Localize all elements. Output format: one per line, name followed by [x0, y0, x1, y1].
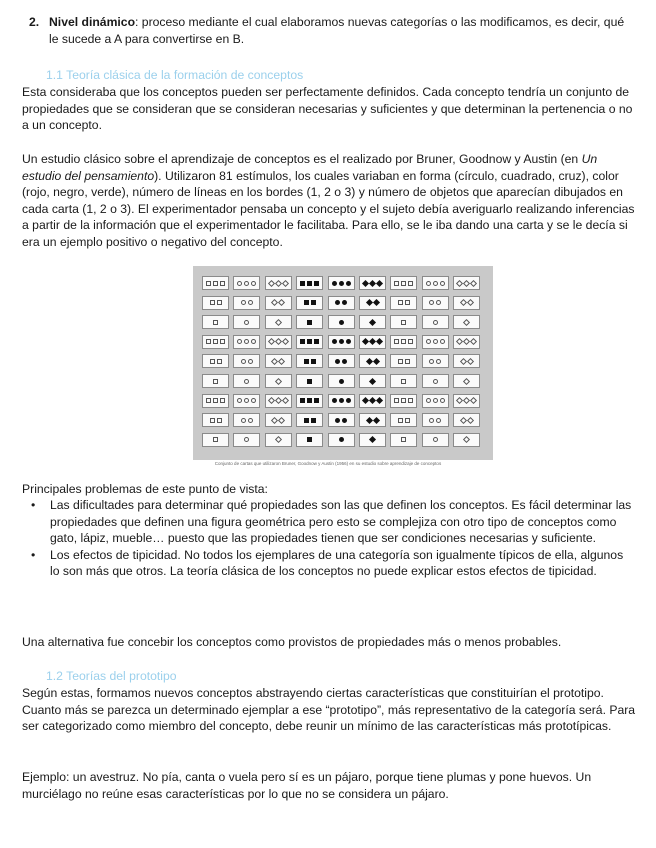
stimulus-shape: [401, 398, 406, 403]
stimulus-card: [422, 394, 449, 408]
stimulus-card: [328, 296, 355, 310]
stimulus-card: [390, 394, 417, 408]
stimulus-shape: [346, 281, 351, 286]
item-text: : proceso mediante el cual elaboramos nuevas categorías o las modificamos, es decir, qué le sucede a A para convertirse en B.: [49, 15, 625, 46]
stimulus-shape: [440, 281, 445, 286]
stimulus-shape: [335, 418, 340, 423]
stimulus-card: [233, 394, 260, 408]
stimulus-shape: [470, 279, 477, 286]
item-term: Nivel dinámico: [49, 15, 136, 29]
stimulus-card: [328, 413, 355, 427]
stimulus-card: [296, 413, 323, 427]
stimulus-shape: [275, 397, 282, 404]
stimulus-shape: [278, 417, 285, 424]
stimulus-shape: [244, 281, 249, 286]
stimulus-shape: [460, 358, 467, 365]
stimulus-card: [202, 374, 229, 388]
stimulus-card: [390, 354, 417, 368]
stimulus-card: [265, 413, 292, 427]
stimulus-card: [296, 374, 323, 388]
stimulus-card: [233, 296, 260, 310]
stimulus-shape: [372, 417, 379, 424]
stimulus-shape: [314, 398, 319, 403]
stimulus-shape: [426, 339, 431, 344]
stimulus-shape: [342, 359, 347, 364]
stimulus-card: [202, 315, 229, 329]
list-item-nivel-dinamico: [29, 14, 629, 47]
stimulus-card: [233, 433, 260, 447]
stimulus-shape: [335, 300, 340, 305]
stimulus-shape: [433, 320, 438, 325]
stimulus-shape: [282, 338, 289, 345]
stimulus-card: [265, 354, 292, 368]
stimulus-shape: [213, 320, 218, 325]
figure-caption: Conjunto de cartas que utilizaron Bruner, Goodnow y Austin (1956) en su estudio sobre aprendizaje de conceptos: [214, 461, 442, 466]
stimulus-shape: [463, 377, 470, 384]
stimulus-shape: [332, 281, 337, 286]
stimulus-shape: [467, 358, 474, 365]
stimulus-shape: [307, 339, 312, 344]
stimulus-shape: [362, 397, 369, 404]
stimulus-card: [233, 276, 260, 290]
stimulus-card: [202, 394, 229, 408]
stimulus-card: [359, 413, 386, 427]
stimulus-shape: [213, 281, 218, 286]
figure-cartas-bruner: [193, 266, 493, 460]
stimulus-card: [328, 335, 355, 349]
stimulus-shape: [433, 339, 438, 344]
stimulus-shape: [456, 338, 463, 345]
stimulus-card: [422, 413, 449, 427]
stimulus-card: [453, 374, 480, 388]
stimulus-shape: [470, 338, 477, 345]
stimulus-shape: [369, 377, 376, 384]
stimulus-shape: [278, 299, 285, 306]
stimulus-shape: [405, 418, 410, 423]
stimulus-shape: [365, 358, 372, 365]
stimulus-shape: [217, 300, 222, 305]
problems-list: [22, 497, 634, 580]
stimulus-card: [422, 315, 449, 329]
stimulus-shape: [237, 281, 242, 286]
problems-intro: Principales problemas de este punto de vista:: [22, 482, 268, 496]
stimulus-card: [328, 394, 355, 408]
stimulus-shape: [369, 319, 376, 326]
stimulus-card: [202, 335, 229, 349]
stimulus-shape: [251, 398, 256, 403]
stimulus-card: [202, 433, 229, 447]
stimulus-shape: [210, 300, 215, 305]
stimulus-card: [233, 413, 260, 427]
stimulus-shape: [244, 320, 249, 325]
stimulus-shape: [300, 339, 305, 344]
paragraph-alternativa: Una alternativa fue concebir los conceptos como provistos de propiedades más o menos probables.: [22, 635, 562, 649]
stimulus-shape: [241, 359, 246, 364]
stimulus-shape: [241, 300, 246, 305]
stimulus-card: [453, 296, 480, 310]
stimulus-card: [453, 433, 480, 447]
stimulus-card: [359, 296, 386, 310]
stimulus-shape: [339, 281, 344, 286]
stimulus-card: [202, 296, 229, 310]
stimulus-shape: [394, 281, 399, 286]
stimulus-card: [422, 433, 449, 447]
stimulus-card: [422, 335, 449, 349]
stimulus-card: [453, 394, 480, 408]
stimulus-shape: [433, 437, 438, 442]
stimulus-shape: [210, 359, 215, 364]
list-item: • Los efectos de tipicidad. No todos los ejemplares de una categoría son igualmente típicos de ella, algunos lo son más que otros. La teoría clásica de los conceptos no puede explicar estos efectos de tipicidad.: [22, 547, 634, 580]
stimulus-shape: [332, 339, 337, 344]
list-item: • Las dificultades para determinar qué propiedades son las que definen los conceptos. Es fácil determinar las propiedades que definen una figura geométrica pero esto se complejiza con otro tipo de conceptos como gato, lápiz, mueble… puesto que las propiedades tienen que ser condiciones necesarias y suficiente.: [22, 497, 634, 547]
paragraph-estudio-part2: ). Utilizaron 81 estímulos, los cuales variaban en forma (círculo, cuadrado, cruz), color (rojo, negro, verde), número de líneas en los bordes (1, 2 o 3) y número de objetos que aparecían dibujados en cada carta (1, 2 o 3). El experimentador pensaba un concepto y el sujeto debía averiguarlo realizando inferencias a partir de la información que el experimentador le facilitaba. Para ello, se le iba dando una carta y se le decía si era un ejemplo positivo o negativo del concepto.: [22, 168, 635, 249]
stimulus-card: [422, 296, 449, 310]
stimulus-shape: [311, 300, 316, 305]
stimulus-shape: [433, 379, 438, 384]
stimulus-shape: [339, 437, 344, 442]
stimulus-shape: [307, 379, 312, 384]
stimulus-shape: [304, 300, 309, 305]
stimulus-shape: [401, 339, 406, 344]
stimulus-shape: [268, 338, 275, 345]
stimulus-shape: [408, 398, 413, 403]
stimulus-shape: [275, 338, 282, 345]
stimulus-shape: [206, 398, 211, 403]
stimulus-shape: [408, 281, 413, 286]
stimulus-card: [359, 433, 386, 447]
paragraph-ejemplo: Ejemplo: un avestruz. No pía, canta o vuela pero sí es un pájaro, porque tiene plumas y pone huevos. Un murciélago no reúne esas características por lo que no se considera un pájaro.: [22, 770, 592, 801]
stimulus-shape: [440, 339, 445, 344]
stimulus-shape: [405, 359, 410, 364]
stimulus-shape: [401, 320, 406, 325]
stimulus-shape: [248, 418, 253, 423]
stimulus-card: [296, 394, 323, 408]
stimulus-card: [328, 374, 355, 388]
stimulus-card: [296, 315, 323, 329]
stimulus-shape: [213, 437, 218, 442]
stimulus-card: [328, 433, 355, 447]
stimulus-shape: [244, 398, 249, 403]
stimulus-shape: [241, 418, 246, 423]
section-heading-prototipo: 1.2 Teorías del prototipo: [46, 669, 177, 683]
stimulus-shape: [429, 359, 434, 364]
paragraph-estudio-part1: Un estudio clásico sobre el aprendizaje de conceptos es el realizado por Bruner, Goodnow y Austin (en: [22, 152, 582, 166]
stimulus-card: [328, 276, 355, 290]
stimulus-card: [390, 296, 417, 310]
stimulus-shape: [339, 379, 344, 384]
stimulus-card: [390, 433, 417, 447]
stimulus-card: [390, 315, 417, 329]
stimulus-shape: [251, 281, 256, 286]
stimulus-shape: [213, 379, 218, 384]
stimulus-card: [296, 433, 323, 447]
stimulus-shape: [433, 398, 438, 403]
stimulus-card: [390, 276, 417, 290]
stimulus-shape: [440, 398, 445, 403]
stimulus-shape: [369, 436, 376, 443]
stimulus-card: [390, 413, 417, 427]
stimulus-card: [359, 276, 386, 290]
stimulus-shape: [304, 418, 309, 423]
book-title: Un estudio del pensamiento: [22, 152, 598, 183]
cards-grid: [202, 276, 484, 452]
stimulus-shape: [335, 359, 340, 364]
stimulus-card: [202, 413, 229, 427]
stimulus-shape: [369, 397, 376, 404]
stimulus-card: [265, 335, 292, 349]
stimulus-card: [233, 315, 260, 329]
stimulus-card: [390, 374, 417, 388]
stimulus-shape: [300, 281, 305, 286]
stimulus-card: [265, 315, 292, 329]
stimulus-shape: [304, 359, 309, 364]
stimulus-shape: [346, 398, 351, 403]
stimulus-card: [265, 276, 292, 290]
stimulus-shape: [398, 300, 403, 305]
stimulus-card: [359, 374, 386, 388]
stimulus-shape: [460, 299, 467, 306]
stimulus-shape: [436, 418, 441, 423]
stimulus-shape: [365, 417, 372, 424]
stimulus-shape: [206, 339, 211, 344]
stimulus-shape: [369, 338, 376, 345]
stimulus-shape: [426, 398, 431, 403]
stimulus-shape: [220, 339, 225, 344]
stimulus-card: [453, 315, 480, 329]
stimulus-shape: [278, 358, 285, 365]
stimulus-shape: [401, 437, 406, 442]
stimulus-shape: [220, 398, 225, 403]
stimulus-shape: [436, 300, 441, 305]
stimulus-card: [233, 335, 260, 349]
stimulus-shape: [275, 319, 282, 326]
stimulus-shape: [401, 281, 406, 286]
stimulus-shape: [307, 398, 312, 403]
stimulus-card: [453, 354, 480, 368]
stimulus-card: [265, 374, 292, 388]
stimulus-shape: [408, 339, 413, 344]
stimulus-card: [453, 413, 480, 427]
stimulus-shape: [275, 377, 282, 384]
stimulus-shape: [401, 379, 406, 384]
stimulus-shape: [365, 299, 372, 306]
stimulus-shape: [346, 339, 351, 344]
stimulus-shape: [433, 281, 438, 286]
stimulus-shape: [376, 397, 383, 404]
stimulus-shape: [426, 281, 431, 286]
stimulus-shape: [220, 281, 225, 286]
stimulus-shape: [217, 418, 222, 423]
stimulus-shape: [470, 397, 477, 404]
stimulus-card: [359, 315, 386, 329]
stimulus-shape: [244, 339, 249, 344]
stimulus-shape: [463, 436, 470, 443]
stimulus-shape: [268, 397, 275, 404]
stimulus-shape: [463, 319, 470, 326]
stimulus-card: [453, 276, 480, 290]
stimulus-shape: [282, 279, 289, 286]
stimulus-card: [296, 354, 323, 368]
stimulus-shape: [244, 437, 249, 442]
stimulus-shape: [307, 320, 312, 325]
stimulus-shape: [248, 300, 253, 305]
stimulus-card: [265, 433, 292, 447]
stimulus-shape: [394, 339, 399, 344]
stimulus-card: [422, 354, 449, 368]
stimulus-shape: [282, 397, 289, 404]
stimulus-card: [359, 354, 386, 368]
stimulus-card: [328, 354, 355, 368]
stimulus-shape: [398, 418, 403, 423]
stimulus-card: [296, 276, 323, 290]
stimulus-card: [265, 394, 292, 408]
stimulus-card: [422, 276, 449, 290]
stimulus-card: [296, 296, 323, 310]
stimulus-card: [202, 354, 229, 368]
stimulus-card: [265, 296, 292, 310]
stimulus-shape: [213, 339, 218, 344]
stimulus-shape: [463, 338, 470, 345]
stimulus-shape: [429, 418, 434, 423]
stimulus-shape: [372, 358, 379, 365]
stimulus-card: [233, 354, 260, 368]
stimulus-shape: [300, 398, 305, 403]
stimulus-card: [359, 394, 386, 408]
stimulus-card: [422, 374, 449, 388]
stimulus-shape: [332, 398, 337, 403]
stimulus-shape: [339, 339, 344, 344]
paragraph-prototipo: Según estas, formamos nuevos conceptos abstrayendo ciertas características que constituirían el prototipo. Cuanto más se parezca un determinado ejemplar a ese “prototipo”, más representativo de la categoría será. Para ser categorizado como miembro del concepto, debe reunir un mínimo de las características más prototípicas.: [22, 686, 636, 734]
item-number: 2.: [29, 15, 40, 29]
stimulus-card: [202, 276, 229, 290]
stimulus-shape: [206, 281, 211, 286]
stimulus-shape: [251, 339, 256, 344]
stimulus-shape: [210, 418, 215, 423]
stimulus-shape: [342, 418, 347, 423]
stimulus-shape: [307, 281, 312, 286]
stimulus-shape: [237, 398, 242, 403]
stimulus-card: [453, 335, 480, 349]
stimulus-shape: [248, 359, 253, 364]
stimulus-shape: [429, 300, 434, 305]
stimulus-shape: [237, 339, 242, 344]
stimulus-shape: [244, 379, 249, 384]
stimulus-shape: [362, 338, 369, 345]
stimulus-shape: [342, 300, 347, 305]
stimulus-card: [296, 335, 323, 349]
stimulus-shape: [217, 359, 222, 364]
paragraph-estudio-bruner: [22, 151, 636, 251]
stimulus-shape: [467, 417, 474, 424]
stimulus-shape: [311, 359, 316, 364]
stimulus-shape: [467, 299, 474, 306]
stimulus-shape: [307, 437, 312, 442]
stimulus-shape: [314, 281, 319, 286]
stimulus-shape: [436, 359, 441, 364]
stimulus-shape: [311, 418, 316, 423]
stimulus-shape: [213, 398, 218, 403]
stimulus-shape: [275, 436, 282, 443]
stimulus-card: [328, 315, 355, 329]
stimulus-shape: [339, 398, 344, 403]
stimulus-shape: [339, 320, 344, 325]
stimulus-shape: [398, 359, 403, 364]
stimulus-card: [390, 335, 417, 349]
stimulus-shape: [394, 398, 399, 403]
stimulus-shape: [405, 300, 410, 305]
stimulus-card: [233, 374, 260, 388]
paragraph-definicion-clasica: Esta consideraba que los conceptos pueden ser perfectamente definidos. Cada concepto tendría un conjunto de propiedades que se consideran que se consideran necesarias y suficientes y que determinan la pertenencia o no a un concepto.: [22, 85, 633, 133]
stimulus-card: [359, 335, 386, 349]
section-heading-teoria-clasica: 1.1 Teoría clásica de la formación de conceptos: [46, 68, 304, 82]
stimulus-shape: [376, 279, 383, 286]
stimulus-shape: [376, 338, 383, 345]
stimulus-shape: [314, 339, 319, 344]
stimulus-shape: [372, 299, 379, 306]
